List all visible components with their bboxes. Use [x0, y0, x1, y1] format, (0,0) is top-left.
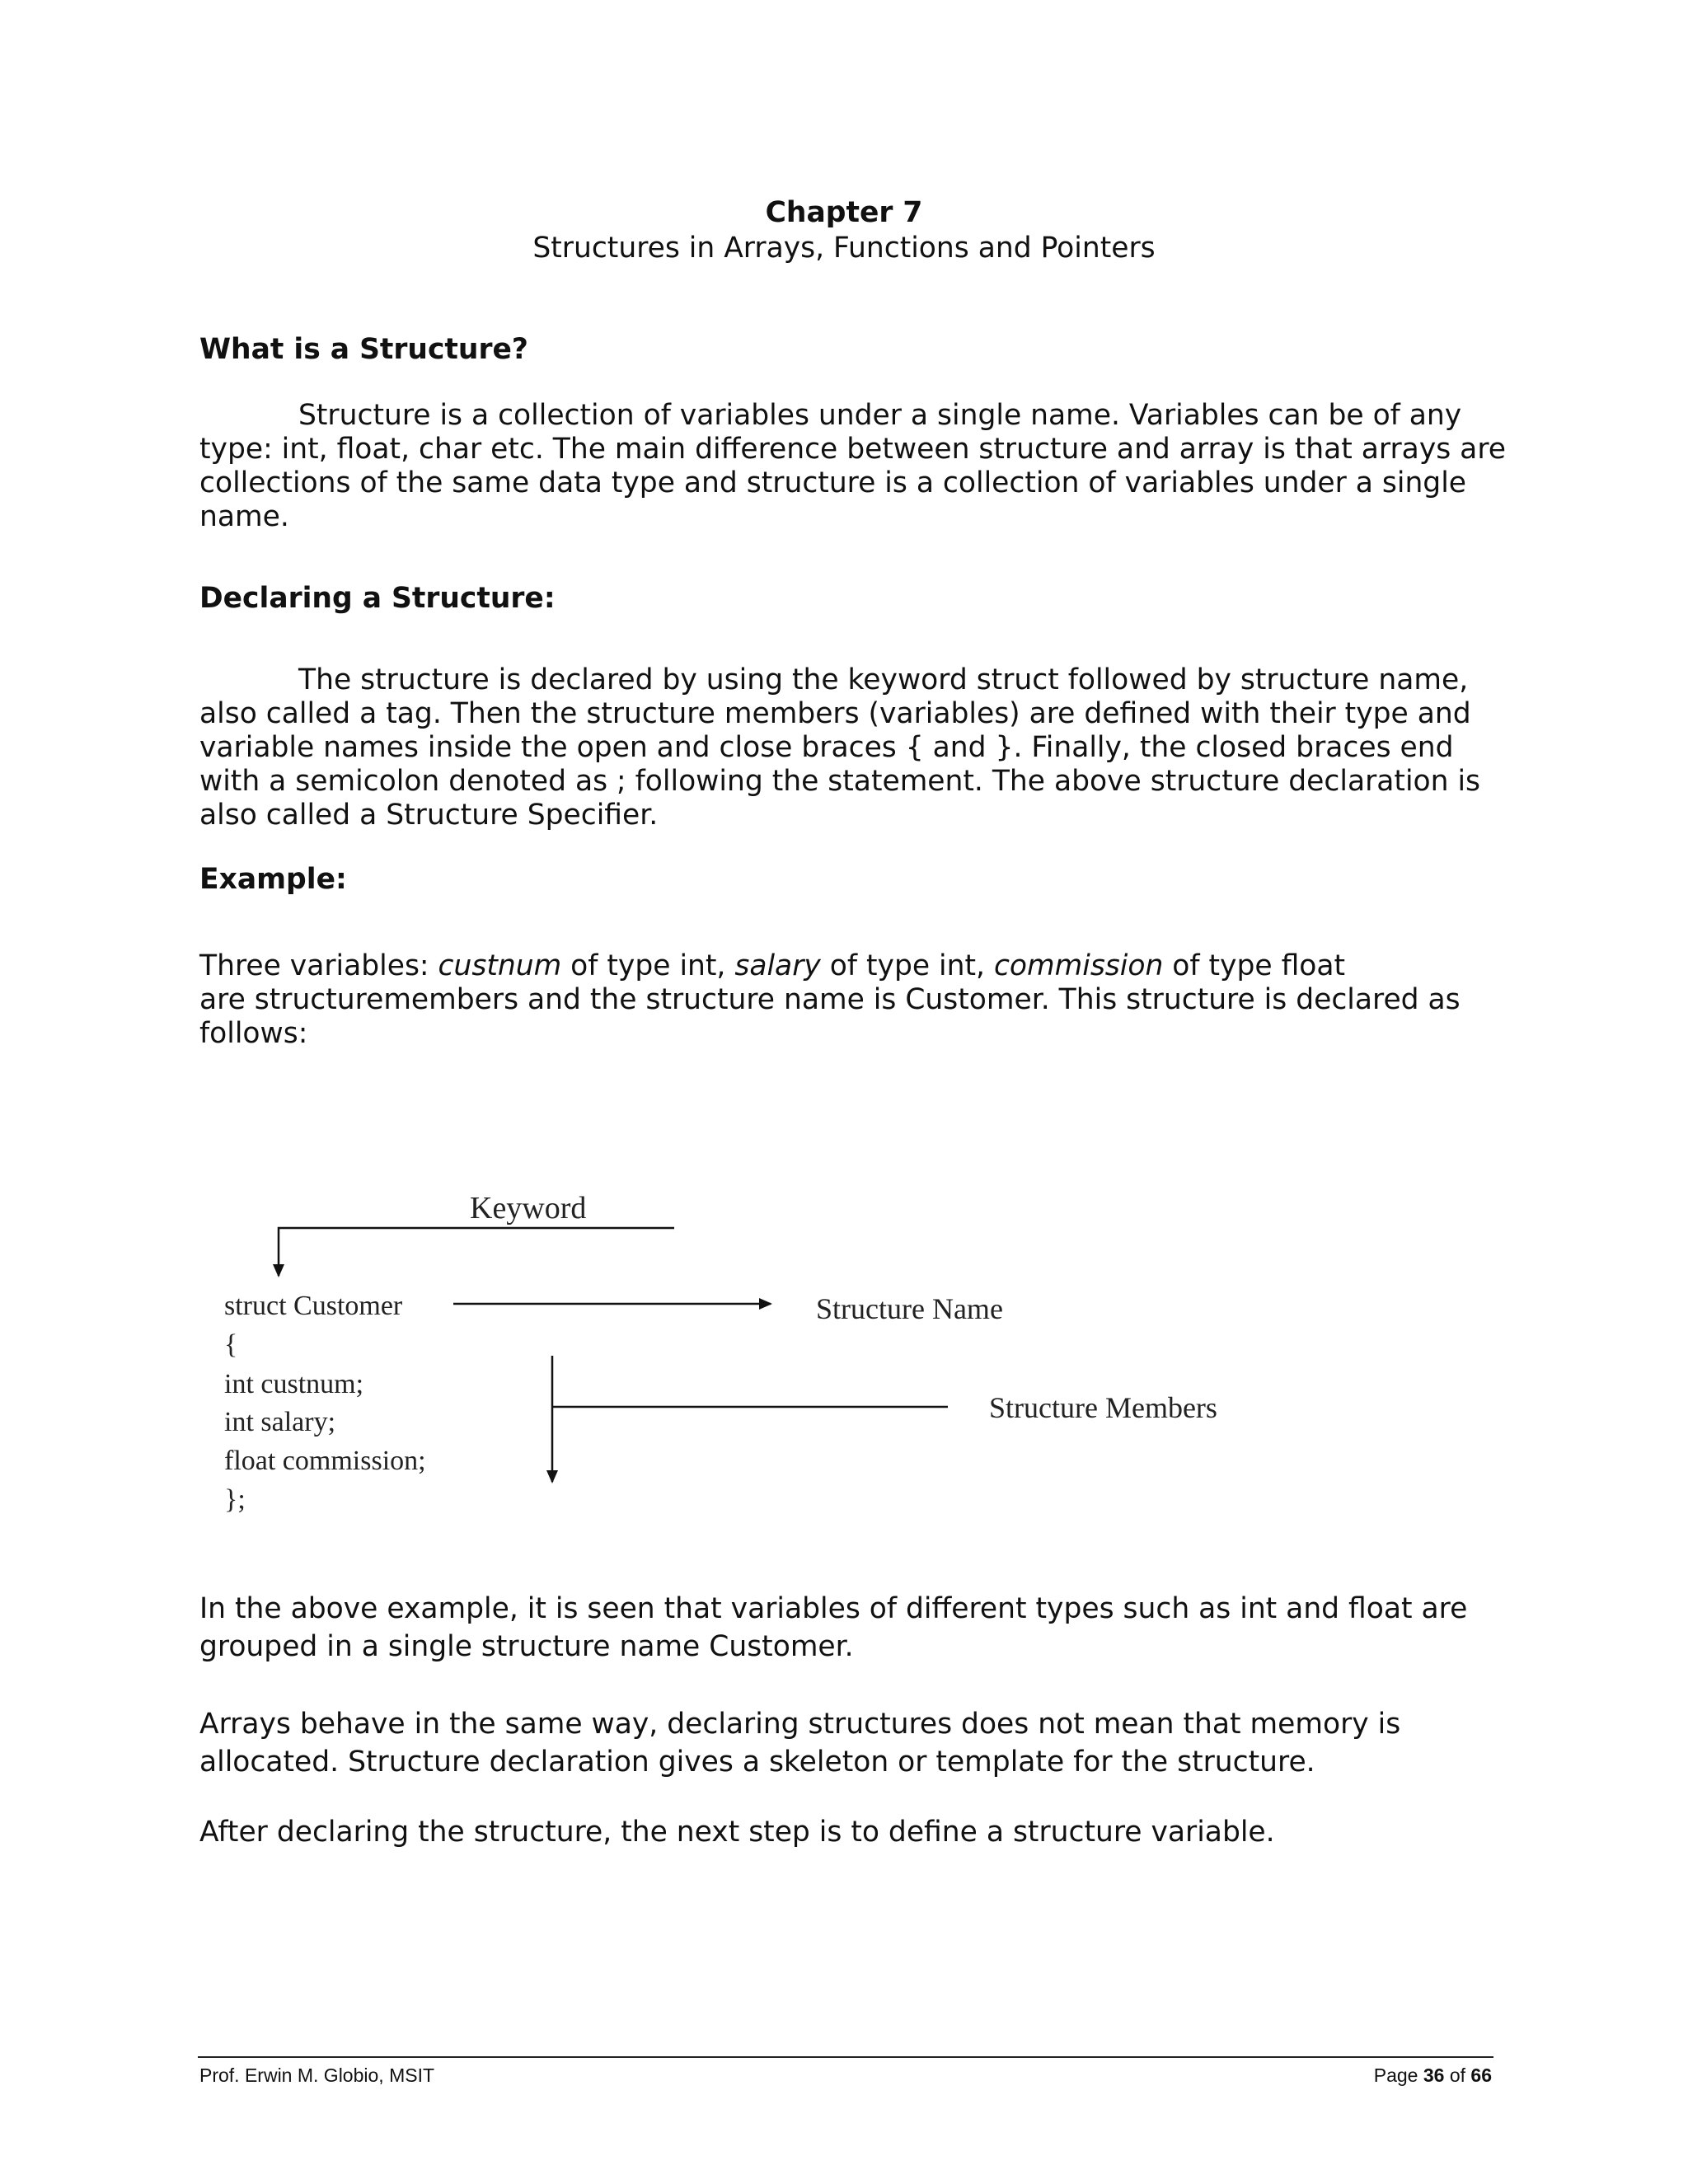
footer-page-number: [1253, 2063, 1492, 2088]
paragraph-after-example-1: In the above example, it is seen that variables of different types such as int and float are grouped in a single structure name Customer.: [199, 1592, 1468, 1663]
keyword-label: Keyword: [470, 1191, 587, 1226]
keyword-arrow: [279, 1228, 674, 1276]
chapter-number: Chapter 7: [765, 196, 923, 229]
page-prefix: Page: [1373, 2064, 1423, 2086]
structure-members-label: Structure Members: [989, 1391, 1217, 1424]
code-struct-line: struct Customer: [224, 1291, 403, 1321]
code-member-commission: float commission;: [224, 1446, 426, 1476]
structure-name-label: Structure Name: [816, 1292, 1003, 1325]
paragraph-after-example-2: Arrays behave in the same way, declaring structures does not mean that memory is allocated. Structure declaration gives a skeleton or template for the structure.: [199, 1708, 1401, 1779]
paragraph-declaring-structure: The structure is declared by using the keyword struct followed by structure name, also called a tag. Then the structure members (variables) are defined with their type and variable names inside the open and close braces { and }. Finally, the closed braces end with a semicolon denoted as ; following the statement. The above structure declaration is also called a Structure Specifier.: [199, 663, 1481, 832]
section-heading-declaring-structure: Declaring a Structure:: [199, 582, 556, 615]
code-member-custnum: int custnum;: [224, 1369, 364, 1399]
section-heading-example: Example:: [199, 863, 347, 896]
footer-author: Prof. Erwin M. Globio, MSIT: [199, 2064, 435, 2086]
example-intro-text: of type float: [1163, 949, 1346, 982]
example-intro-text: Three variables:: [199, 949, 438, 982]
example-var-custnum: custnum: [438, 949, 562, 982]
chapter-subtitle: Structures in Arrays, Functions and Pointers: [532, 232, 1156, 265]
paragraph-after-example-3: After declaring the structure, the next step is to define a structure variable.: [199, 1816, 1275, 1849]
example-intro-text: are structuremembers and the structure name is Customer. This structure is declared as follows:: [199, 983, 1461, 1050]
footer-divider: [198, 2056, 1493, 2058]
code-close-brace: };: [224, 1484, 246, 1515]
example-intro-text: of type int,: [820, 949, 994, 982]
code-member-salary: int salary;: [224, 1407, 336, 1437]
example-var-salary: salary: [734, 949, 821, 982]
example-intro-text: of type int,: [561, 949, 735, 982]
page-current: 36: [1423, 2064, 1445, 2086]
code-open-brace: {: [224, 1329, 238, 1360]
page-of: of: [1444, 2064, 1471, 2086]
page-total: 66: [1470, 2064, 1492, 2086]
example-var-commission: commission: [993, 949, 1164, 982]
section-heading-what-is-structure: What is a Structure?: [199, 333, 528, 366]
paragraph-structure-definition: Structure is a collection of variables under a single name. Variables can be of any type: int, float, char etc. The main difference between structure and array is that arrays are collections of the same data type and structure is a collection of variables under a single name.: [199, 399, 1506, 533]
